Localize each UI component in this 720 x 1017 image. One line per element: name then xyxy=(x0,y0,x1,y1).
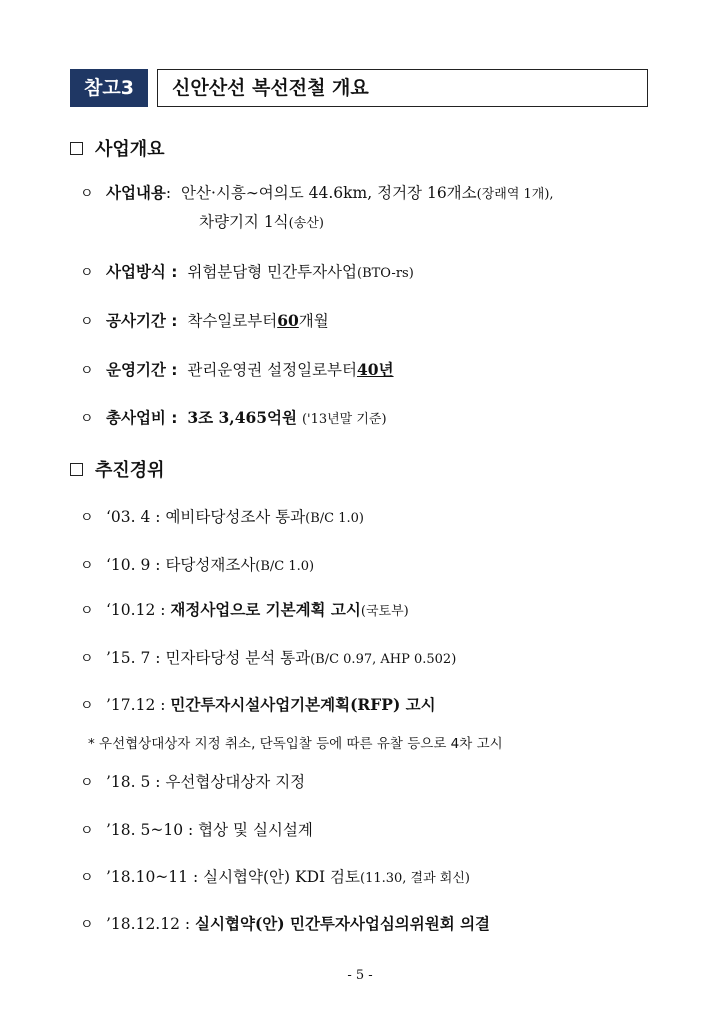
history-item: ㅇ ‘10. 9 : 타당성재조사 (B/C 1.0) xyxy=(80,556,315,574)
history-item: ㅇ ‘10.12 : 재정사업으로 기본계획 고시 (국토부) xyxy=(80,600,409,619)
circle-bullet-icon: ㅇ xyxy=(80,411,94,427)
circle-bullet-icon: ㅇ xyxy=(80,651,94,667)
history-item: ㅇ ’18. 5 : 우선협상대상자 지정 xyxy=(80,773,306,791)
circle-bullet-icon: ㅇ xyxy=(80,870,94,886)
overview-item-content: ㅇ 사업내용 : 안산·시흥∼여의도 44.6km, 정거장 16개소 (장래역 1개), xyxy=(80,184,554,202)
circle-bullet-icon: ㅇ xyxy=(80,698,94,714)
overview-item-content-line2: 차량기지 1식(송산) xyxy=(199,213,324,231)
page-number: - 5 - xyxy=(347,968,373,983)
square-bullet-icon xyxy=(70,142,83,155)
footnote: * 우선협상대상자 지정 취소, 단독입찰 등에 따른 유찰 등으로 4차 고시 xyxy=(88,736,503,752)
section-heading-overview: 사업개요 xyxy=(70,135,165,161)
circle-bullet-icon: ㅇ xyxy=(80,558,94,574)
circle-bullet-icon: ㅇ xyxy=(80,603,94,619)
section-heading-history: 추진경위 xyxy=(70,456,165,482)
overview-item-cost: ㅇ 총사업비 : 3조 3,465억원 ('13년말 기준) xyxy=(80,408,387,427)
history-item: ㅇ ’18.12.12 : 실시협약(안) 민간투자사업심의위원회 의결 xyxy=(80,914,491,933)
history-item: ㅇ ’15. 7 : 민자타당성 분석 통과 (B/C 0.97, AHP 0.502) xyxy=(80,649,457,667)
circle-bullet-icon: ㅇ xyxy=(80,265,94,281)
circle-bullet-icon: ㅇ xyxy=(80,823,94,839)
history-item: ㅇ ‘03. 4 : 예비타당성조사 통과 (B/C 1.0) xyxy=(80,508,364,526)
overview-item-operation: ㅇ 운영기간 : 관리운영권 설정일로부터 40년 xyxy=(80,360,394,379)
history-item: ㅇ ’18. 5~10 : 협상 및 실시설계 xyxy=(80,821,313,839)
circle-bullet-icon: ㅇ xyxy=(80,314,94,330)
circle-bullet-icon: ㅇ xyxy=(80,510,94,526)
history-item: ㅇ ’18.10~11 : 실시협약(안) KDI 검토 (11.30, 결과 회신) xyxy=(80,868,470,886)
overview-item-method: ㅇ 사업방식 : 위험분담형 민간투자사업 (BTO-rs) xyxy=(80,263,414,281)
circle-bullet-icon: ㅇ xyxy=(80,917,94,933)
history-item: ㅇ ’17.12 : 민간투자시설사업기본계획(RFP) 고시 xyxy=(80,695,436,714)
overview-item-period: ㅇ 공사기간 : 착수일로부터 60 개월 xyxy=(80,311,329,330)
circle-bullet-icon: ㅇ xyxy=(80,775,94,791)
circle-bullet-icon: ㅇ xyxy=(80,363,94,379)
circle-bullet-icon: ㅇ xyxy=(80,186,94,202)
reference-tag: 참고3 xyxy=(70,69,148,107)
header xyxy=(70,69,648,107)
square-bullet-icon xyxy=(70,463,83,476)
page-title: 신안산선 복선전철 개요 xyxy=(157,69,648,107)
